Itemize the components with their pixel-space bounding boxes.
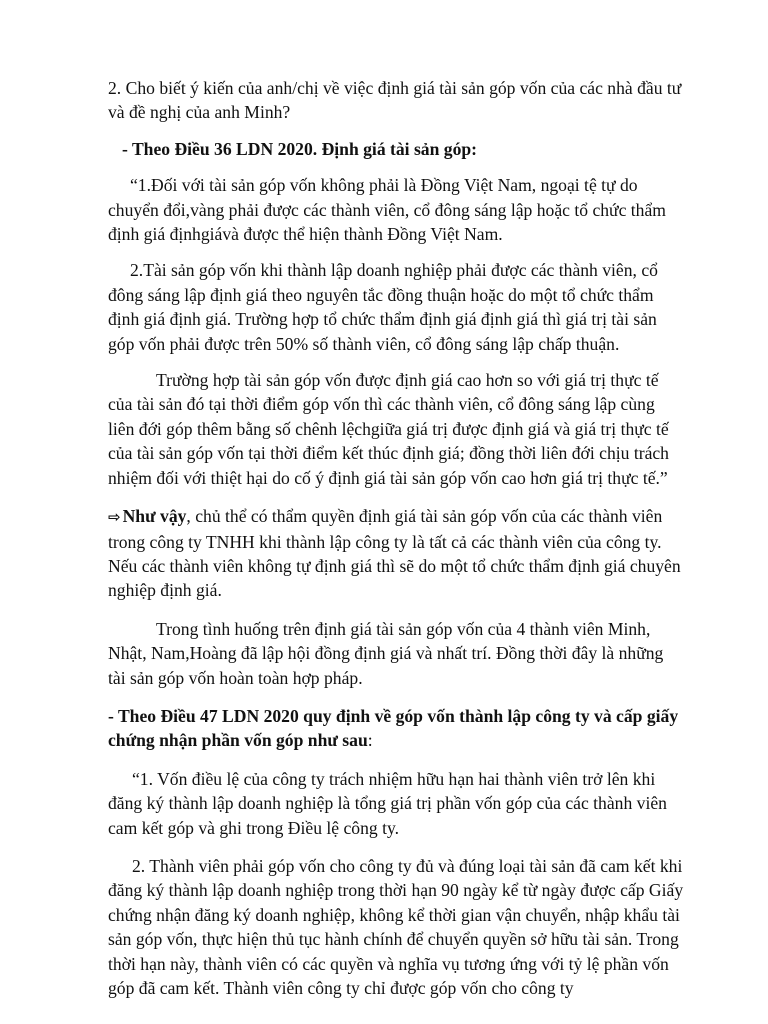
heading-article-47 [108,704,684,753]
heading-article-47-colon: : [367,730,373,751]
heading-article-47-text: - Theo Điều 47 LDN 2020 quy định về góp vốn thành lập công ty và cấp giấy chứng nhận phần vốn góp như sau [108,705,679,751]
arrow-right-icon: ⇨ [108,508,121,527]
question-paragraph: 2. Cho biết ý kiến của anh/chị về việc định giá tài sản góp vốn của các nhà đầu tư và đề nghị của anh Minh? [108,78,682,123]
article-36-clause-1: “1.Đối với tài sản góp vốn không phải là Đồng Việt Nam, ngoại tệ tự do chuyển đổi,vàng phải được các thành viên, cổ đông sáng lập hoặc tổ chức thẩm định giá địnhgiávà được thể hiện thành Đồng Việt Nam. [108,175,666,245]
article-36-clause-2: 2.Tài sản góp vốn khi thành lập doanh nghiệp phải được các thành viên, cổ đông sáng lập định giá theo nguyên tắc đồng thuận hoặc do một tổ chức thẩm định giá định giá. Trường hợp tổ chức thẩm định giá định giá thì giá trị tài sản góp vốn phải được trên 50% số thành viên, cổ đông sáng lập chấp thuận. [108,260,658,354]
heading-article-36: - Theo Điều 36 LDN 2020. Định giá tài sản góp: [122,138,478,159]
article-36-clause-2-continuation: Trường hợp tài sản góp vốn được định giá cao hơn so với giá trị thực tế của tài sản đó tại thời điểm góp vốn thì các thành viên, cổ đông sáng lập cùng liên đới góp thêm bằng số chênh lệchgiữa giá trị được định giá và giá trị thực tế của tài sản góp vốn tại thời điểm kết thúc định giá; đồng thời liên đới chịu trách nhiệm đối với thiệt hại do cố ý định giá tài sản góp vốn cao hơn giá trị thực tế.” [108,370,669,488]
conclusion-lead: Như vậy [122,506,187,527]
article-47-clause-2: 2. Thành viên phải góp vốn cho công ty đủ và đúng loại tài sản đã cam kết khi đăng ký thành lập doanh nghiệp trong thời hạn 90 ngày kể từ ngày được cấp Giấy chứng nhận đăng ký doanh nghiệp, không kể thời gian vận chuyển, nhập khẩu tài sản góp vốn, thực hiện thủ tục hành chính để chuyển quyền sở hữu tài sản. Trong thời hạn này, thành viên có các quyền và nghĩa vụ tương ứng với tỷ lệ phần vốn góp đã cam kết. Thành viên công ty chỉ được góp vốn cho công ty [108,855,684,998]
article-47-clause-1: “1. Vốn điều lệ của công ty trách nhiệm hữu hạn hai thành viên trở lên khi đăng ký thành lập doanh nghiệp là tổng giá trị phần vốn góp của các thành viên cam kết góp và ghi trong Điều lệ công ty. [108,768,667,838]
situation-paragraph: Trong tình huống trên định giá tài sản góp vốn của 4 thành viên Minh, Nhật, Nam,Hoàng đã lập hội đồng định giá và nhất trí. Đồng thời đây là những tài sản góp vốn hoàn toàn hợp pháp. [108,618,664,688]
conclusion-text: , chủ thể có thẩm quyền định giá tài sản góp vốn của các thành viên trong công ty TNHH khi thành lập công ty là tất cả các thành viên của công ty. Nếu các thành viên không tự định giá thì sẽ do một tổ chức thẩm định giá chuyên nghiệp định giá. [108,506,681,601]
conclusion-paragraph [108,504,684,603]
document-body [108,76,684,1000]
